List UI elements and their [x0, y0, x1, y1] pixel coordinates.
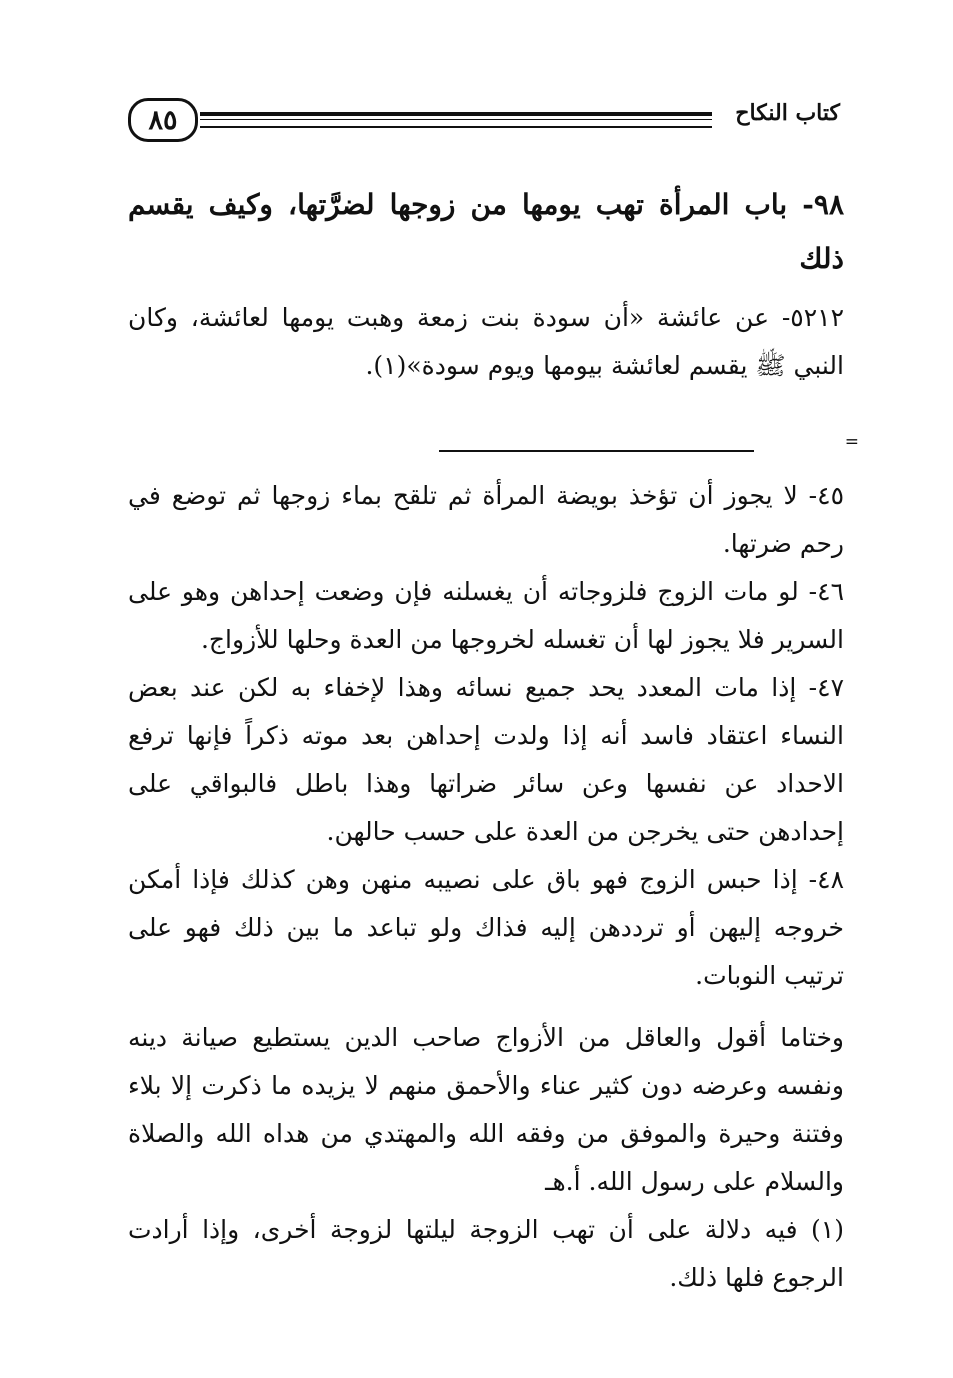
- page-header: [128, 92, 840, 152]
- rule-item-48: ٤٨- إذا حبس الزوج فهو باق على نصيبه منهن وهن كذلك فإذا أمكن خروجه إليهن أو ترددهن إليه فذاك ولو تباعد ما بين ذلك فهو على ترتيب النوبات.: [128, 865, 844, 990]
- book-title: كتاب النكاح: [735, 100, 840, 126]
- page-content: [128, 178, 844, 1302]
- closing-paragraph: وختاما أقول والعاقل من الأزواج صاحب الدين يستطيع صيانة دينه ونفسه وعرضه دون كثير عناء والأحمق منهم لا يزيده ما ذكرت إلا بلاء وفتنة وحيرة والموفق من وفقه الله والمهتدي من هداه الله والصلاة والسلام على رسول الله. أ.هـ: [128, 1023, 844, 1196]
- rules-list: [128, 472, 844, 1000]
- chapter-title: ٩٨- باب المرأة تهب يومها من زوجها لضرَّتها، وكيف يقسم ذلك: [128, 188, 844, 275]
- page-number: ٨٥: [128, 98, 198, 142]
- rule-item-46: ٤٦- لو مات الزوج فلزوجاته أن يغسلنه فإن وضعت إحداهن وهو على السرير فلا يجوز لها أن تغسله لخروجها من العدة وحلها للأزواج.: [128, 577, 844, 654]
- header-rule: [200, 112, 712, 128]
- margin-mark: =: [844, 432, 859, 452]
- rule-item-45: ٤٥- لا يجوز أن تؤخذ بويضة المرأة ثم تلقح بماء زوجها ثم توضع في رحم ضرتها.: [128, 481, 844, 558]
- hadith-text: ٥٢١٢- عن عائشة «أن سودة بنت زمعة وهبت يومها لعائشة، وكان النبي ﷺ يقسم لعائشة بيومها ويوم سودة»(١).: [128, 303, 844, 380]
- footnote: (١) فيه دلالة على أن تهب الزوجة ليلتها لزوجة أخرى، وإذا أرادت الرجوع فلها ذلك.: [128, 1215, 844, 1292]
- rule-item-47: ٤٧- إذا مات المعدد يحد جميع نسائه وهذا لإخفاء به لكن عند بعض النساء اعتقاد فاسد أنه إذا ولدت إحداهن بعد موته ذكراً فإنها ترفع الاحداد عن نفسها وعن سائر ضراتها وهذا باطل فالبواقي على إحدادهن حتى يخرجن من العدة على حسب حالهن.: [128, 673, 844, 846]
- footnote-separator: [439, 450, 754, 452]
